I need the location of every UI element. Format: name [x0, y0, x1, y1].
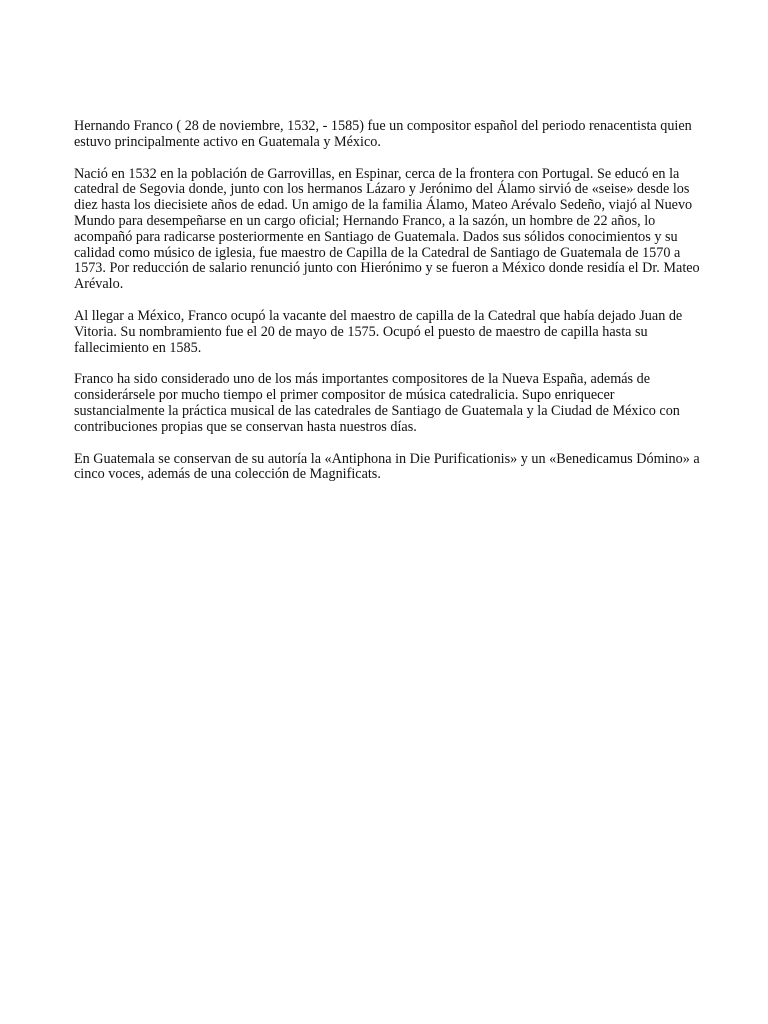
paragraph-legacy: Franco ha sido considerado uno de los más importantes compositores de la Nueva España, además de considerársele por mucho tiempo el primer compositor de música catedralicia. Supo enriquecer sustancialmente la práctica musical de las catedrales de Santiago de Guatemala y la Ciudad de México con contribuciones propias que se conservan hasta nuestros días. [74, 371, 680, 435]
paragraph-mexico: Al llegar a México, Franco ocupó la vacante del maestro de capilla de la Catedral que había dejado Juan de Vitoria. Su nombramiento fue el 20 de mayo de 1575. Ocupó el puesto de maestro de capilla hasta su fallecimiento en 1585. [74, 307, 683, 356]
paragraph-intro: Hernando Franco ( 28 de noviembre, 1532, - 1585) fue un compositor español del periodo renacentista quien estuvo principalmente activo en Guatemala y México. [74, 118, 692, 150]
document-body [74, 119, 700, 499]
paragraph-works: En Guatemala se conservan de su autoría la «Antiphona in Die Purificationis» y un «Benedicamus Dómino» a cinco voces, además de una colección de Magnificats. [74, 450, 700, 483]
paragraph-early-life: Nació en 1532 en la población de Garrovillas, en Espinar, cerca de la frontera con Portugal. Se educó en la catedral de Segovia donde, junto con los hermanos Lázaro y Jerónimo del Álamo sirvió de «seise» desde los diez hasta los diecisiete años de edad. Un amigo de la familia Álamo, Mateo Arévalo Sedeño, viajó al Nuevo Mundo para desempeñarse en un cargo oficial; Hernando Franco, a la sazón, un hombre de 22 años, lo acompañó para radicarse posteriormente en Santiago de Guatemala. Dados sus sólidos conocimientos y su calidad como músico de iglesia, fue maestro de Capilla de la Catedral de Santiago de Guatemala de 1570 a 1573. Por reducción de salario renunció junto con Hierónimo y se fueron a México donde residía el Dr. Mateo Arévalo. [74, 165, 700, 293]
